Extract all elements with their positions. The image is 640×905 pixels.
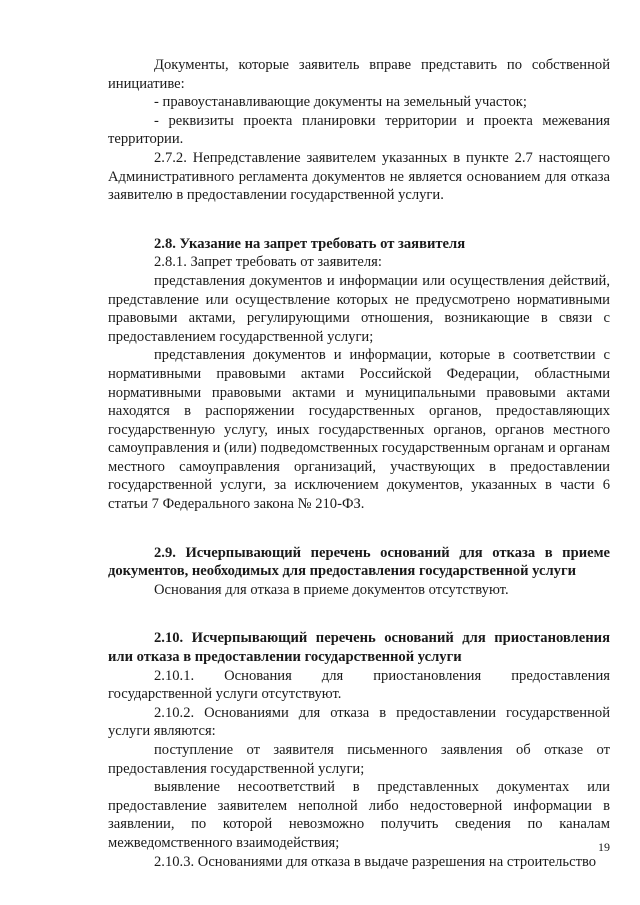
paragraph: Документы, которые заявитель вправе представить по собственной инициативе:: [108, 57, 610, 92]
section-heading: 2.8. Указание на запрет требовать от заявителя: [154, 235, 466, 252]
section-heading: 2.10. Исчерпывающий перечень оснований для приостановления или отказа в предоставлении государственной услуги: [108, 630, 610, 666]
paragraph: - реквизиты проекта планировки территории и проекта межевания территории.: [108, 112, 610, 148]
section-heading: 2.9. Исчерпывающий перечень оснований для отказа в приеме документов, необходимых для предоставления государственной услуги: [108, 544, 610, 580]
paragraph: представления документов и информации, которые в соответствии с нормативными правовыми актами Российской Федерации, областными нормативными правовыми актами и муниципальными правовыми актами находятся в распоряжении государственных органов, предоставляющих государственную услугу, иных государственных органов, органов местного самоуправления и (или) подведомственных государственным органам и органам местного самоуправления организаций, участвующих в предоставлении государственной услуги, за исключением документов, указанных в части 6 статьи 7 Федерального закона № 210-ФЗ.: [108, 347, 610, 513]
spacer: [108, 514, 610, 544]
paragraph: 2.8.1. Запрет требовать от заявителя:: [154, 254, 382, 271]
paragraph: Основания для отказа в приеме документов отсутствуют.: [154, 581, 509, 598]
paragraph: - правоустанавливающие документы на земельный участок;: [154, 94, 527, 111]
paragraph: 2.10.2. Основаниями для отказа в предоставлении государственной услуги являются:: [108, 704, 610, 740]
spacer: [108, 205, 610, 235]
paragraph: выявление несоответствий в представленных документах или предоставление заявителем неполной либо недостоверной информации в заявлении, по которой невозможно получить сведения по каналам межведомственного взаимодействия;: [108, 779, 610, 851]
paragraph: 2.10.1. Основания для приостановления предоставления государственной услуги отсутствуют.: [108, 667, 610, 703]
paragraph: поступление от заявителя письменного заявления об отказе от предоставления государственной услуги;: [108, 742, 610, 777]
paragraph: 2.7.2. Непредставление заявителем указанных в пункте 2.7 настоящего Административного регламента документов не является основанием для отказа заявителю в предоставлении государственной услуги.: [108, 149, 610, 204]
spacer: [108, 599, 610, 629]
paragraph: представления документов и информации или осуществления действий, представление или осуществление которых не предусмотрено нормативными правовыми актами, регулирующими отношения, возникающие в связи с предоставлением государственной услуги;: [108, 272, 610, 345]
paragraph: 2.10.3. Основаниями для отказа в выдаче разрешения на строительство: [154, 853, 597, 870]
page-number: 19: [598, 840, 610, 854]
